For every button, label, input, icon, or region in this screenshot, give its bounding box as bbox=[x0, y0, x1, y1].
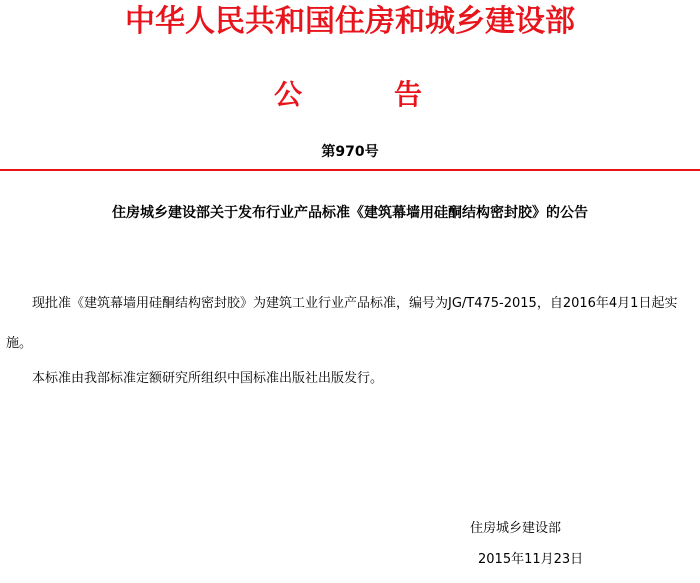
issuer-title: 中华人民共和国住房和城乡建设部 bbox=[125, 4, 575, 39]
notice-heading-char-2: 告 bbox=[394, 78, 423, 111]
body-paragraph-publication: 本标准由我部标准定额研究所组织中国标准出版社出版发行。 bbox=[32, 371, 384, 386]
notice-subject: 住房城乡建设部关于发布行业产品标准《建筑幕墙用硅酮结构密封胶》的公告 bbox=[112, 205, 588, 221]
header-divider bbox=[0, 169, 700, 171]
document-number: 第970号 bbox=[321, 144, 379, 160]
notice-heading-char-1: 公 bbox=[274, 78, 303, 111]
signoff-organization: 住房城乡建设部 bbox=[470, 521, 562, 536]
signoff-date: 2015年11月23日 bbox=[478, 552, 584, 567]
body-paragraph-approval: 现批准《建筑幕墙用硅酮结构密封胶》为建筑工业行业产品标准，编号为JG/T475-2015，自2016年4月1日起实施。 bbox=[6, 296, 678, 351]
